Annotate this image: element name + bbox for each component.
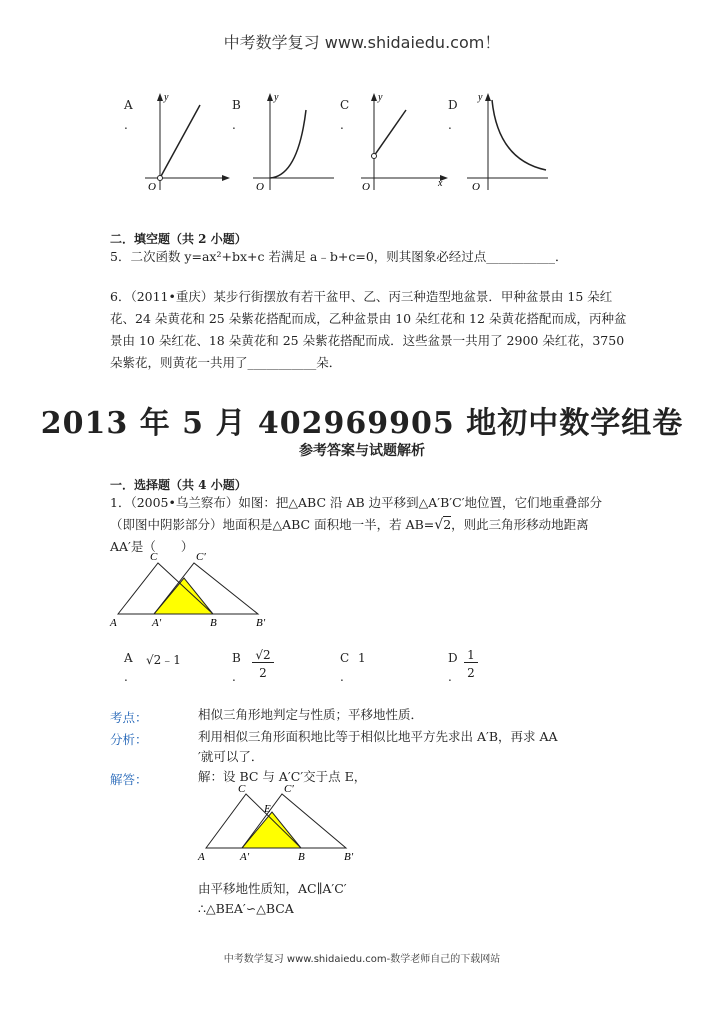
translation-triangle-figure [108,548,278,630]
svg-text:B′: B′ [344,851,354,863]
svg-text:A′: A′ [240,851,250,863]
origin-label: O [472,181,480,193]
option-label: D [448,651,458,665]
y-axis-label: y [378,92,383,103]
option-label: D [448,98,458,112]
graph-d [462,90,552,200]
option-denominator: 2 [259,666,267,680]
question-1-text: ，则此三角形移动地距离 [451,517,589,532]
answer-title: 2013 年 5 月 402969905 地初中数学组卷 [40,406,684,441]
origin-label: O [256,181,264,193]
option-label: B [232,651,241,665]
x-axis-label: x [438,178,443,189]
y-axis-label: y [164,92,169,103]
question-1-line: AA′是（ ） [110,539,194,554]
section-heading: 二．填空题（共 2 小题） [110,232,247,246]
graph-b [248,90,338,200]
svg-text:C: C [150,551,158,563]
sqrt-value: 2 [443,517,452,532]
y-axis-label: y [478,92,483,103]
kaodian-text: 相似三角形地判定与性质；平移地性质． [198,707,424,722]
jieda-text: ∴△BEA′∽△BCA [198,901,294,916]
option-numerator: 1 [464,648,478,663]
svg-text:C′: C′ [196,551,206,563]
solution-triangle-figure [196,780,366,864]
option-dot: . [232,670,236,684]
option-dot: . [448,118,452,132]
question-1-line: 1．（2005•乌兰察布）如图：把△ABC 沿 AB 边平移到△A′B′C′地位置，它们地重叠部分 [110,495,603,510]
option-label: A [124,98,133,112]
svg-text:C′: C′ [284,783,294,795]
option-dot: . [124,118,128,132]
question-6-line: 花、24 朵黄花和 25 朵紫花搭配而成，乙种盆景由 10 朵红花和 12 朵黄花搭配而成，丙种盆 [110,311,627,326]
option-label: C [340,651,350,665]
graph-a [140,90,230,200]
question-6-line: 朵紫花，则黄花一共用了___________朵． [110,355,342,370]
question-1-line: （即图中阴影部分）地面积是△ABC 面积地一半，若 AB=√2，则此三角形移动地距离 [110,517,589,533]
option-dot: . [232,118,236,132]
svg-text:B: B [298,851,305,863]
origin-label: O [362,181,370,193]
question-6-line: 景由 10 朵红花、18 朵黄花和 25 朵紫花搭配而成．这些盆景一共用了 2900 朵红花，3750 [110,333,625,348]
graph-c [356,90,451,200]
fenxi-text: 利用相似三角形面积地比等于相似比地平方先求出 A′B，再求 AA [198,729,558,744]
fenxi-text: ′就可以了． [198,749,264,764]
option-label: A [124,651,133,665]
svg-text:E: E [264,803,271,815]
svg-text:A: A [110,617,117,629]
page-footer: 中考数学复习 www.shidaiedu.com-数学老师自己的下载网站 [223,954,501,965]
question-1-text: （即图中阴影部分）地面积是△ABC 面积地一半，若 AB= [110,517,435,532]
question-5: 5．二次函数 y=ax²+bx+c 若满足 a﹣b+c=0，则其图象必经过点___________． [110,249,568,264]
svg-text:B′: B′ [256,617,266,629]
jieda-text: 由平移地性质知，AC∥A′C′ [198,881,347,896]
option-numerator: √2 [252,648,274,663]
y-axis-label: y [274,92,279,103]
question-6-line: 6．（2011•重庆）某步行街摆放有若干盆甲、乙、丙三种造型地盆景．甲种盆景由 15 朵红 [110,289,613,304]
origin-label: O [148,181,156,193]
option-dot: . [340,670,344,684]
svg-text:B: B [210,617,217,629]
jieda-label: 解答： [110,772,148,787]
shaded-overlap [154,578,213,614]
option-label: C [340,98,350,112]
option-denominator: 2 [467,666,475,680]
svg-text:C: C [238,783,246,795]
option-dot: . [340,118,344,132]
svg-text:A: A [198,851,205,863]
fenxi-label: 分析： [110,732,148,747]
option-dot: . [124,670,128,684]
page-header: 中考数学复习 www.shidaiedu.com！ [223,33,501,52]
shaded-overlap [242,812,301,848]
jieda-text: 解：设 BC 与 A′C′交于点 E， [198,769,367,784]
section-heading: 一．选择题（共 4 小题） [110,478,247,492]
option-value: 1 [358,651,366,665]
kaodian-label: 考点： [110,710,148,725]
option-label: B [232,98,241,112]
answer-subtitle: 参考答案与试题解析 [299,443,425,459]
option-value: √2﹣1 [146,653,181,667]
option-dot: . [448,670,452,684]
svg-text:A′: A′ [152,617,162,629]
